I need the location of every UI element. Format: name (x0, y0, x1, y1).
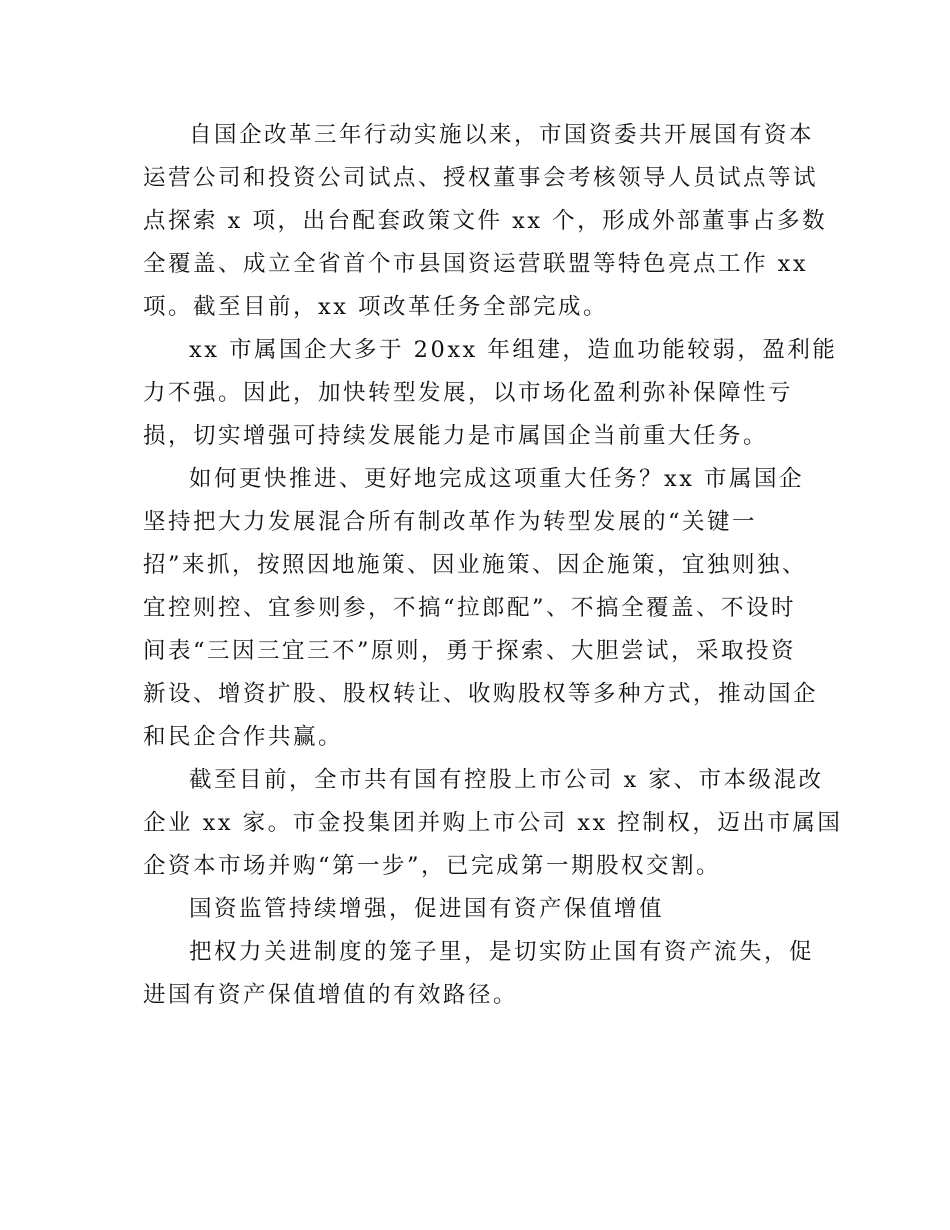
text-line: 损，切实增强可持续发展能力是市属国企当前重大任务。 (143, 423, 769, 449)
text-line: xx 市属国企大多于 20xx 年组建，造血功能较弱，盈利能 (189, 337, 838, 363)
paragraph (143, 114, 828, 329)
text-line: 点探索 x 项，出台配套政策文件 xx 个，形成外部董事占多数 (143, 208, 828, 234)
text-line: 项。截至目前，xx 项改革任务全部完成。 (143, 294, 609, 320)
text-line: 新设、增资扩股、股权转让、收购股权等多种方式，推动国企 (143, 681, 819, 707)
section-heading (143, 888, 813, 931)
text-line: 自国企改革三年行动实施以来，市国资委共开展国有资本 (189, 122, 815, 148)
text-line: 力不强。因此，加快转型发展，以市场化盈利弥补保障性亏 (143, 380, 794, 406)
text-line: 宜控则控、宜参则参，不搞“拉郎配”、不搞全覆盖、不设时 (143, 595, 797, 621)
text-line: 运营公司和投资公司试点、授权董事会考核领导人员试点等试 (143, 165, 819, 191)
text-line: 全覆盖、成立全省首个市县国资运营联盟等特色亮点工作 xx (143, 251, 809, 277)
text-line: 如何更快推进、更好地完成这项重大任务？xx 市属国企 (189, 466, 805, 492)
paragraph (143, 759, 843, 888)
text-line: 间表“三因三宜三不”原则，勇于探索、大胆尝试，采取投资 (143, 638, 797, 664)
text-line: 企业 xx 家。市金投集团并购上市公司 xx 控制权，迈出市属国 (143, 810, 843, 836)
paragraph (143, 329, 838, 458)
text-line: 企资本市场并购“第一步”，已完成第一期股权交割。 (143, 853, 722, 879)
text-line: 把权力关进制度的笼子里，是切实防止国有资产流失，促 (189, 939, 815, 965)
text-line: 进国有资产保值增值的有效路径。 (143, 982, 519, 1008)
paragraph (143, 931, 813, 1017)
text-line: 坚持把大力发展混合所有制改革作为转型发展的“关键一 (143, 509, 758, 535)
text-line: 招”来抓，按照因地施策、因业施策、因企施策，宜独则独、 (143, 552, 808, 578)
document-body (143, 114, 843, 1017)
text-line: 国资监管持续增强，促进国有资产保值增值 (189, 896, 665, 922)
text-line: 截至目前，全市共有国有控股上市公司 x 家、市本级混改 (189, 767, 824, 793)
paragraph (143, 458, 819, 759)
text-line: 和民企合作共赢。 (143, 724, 344, 750)
